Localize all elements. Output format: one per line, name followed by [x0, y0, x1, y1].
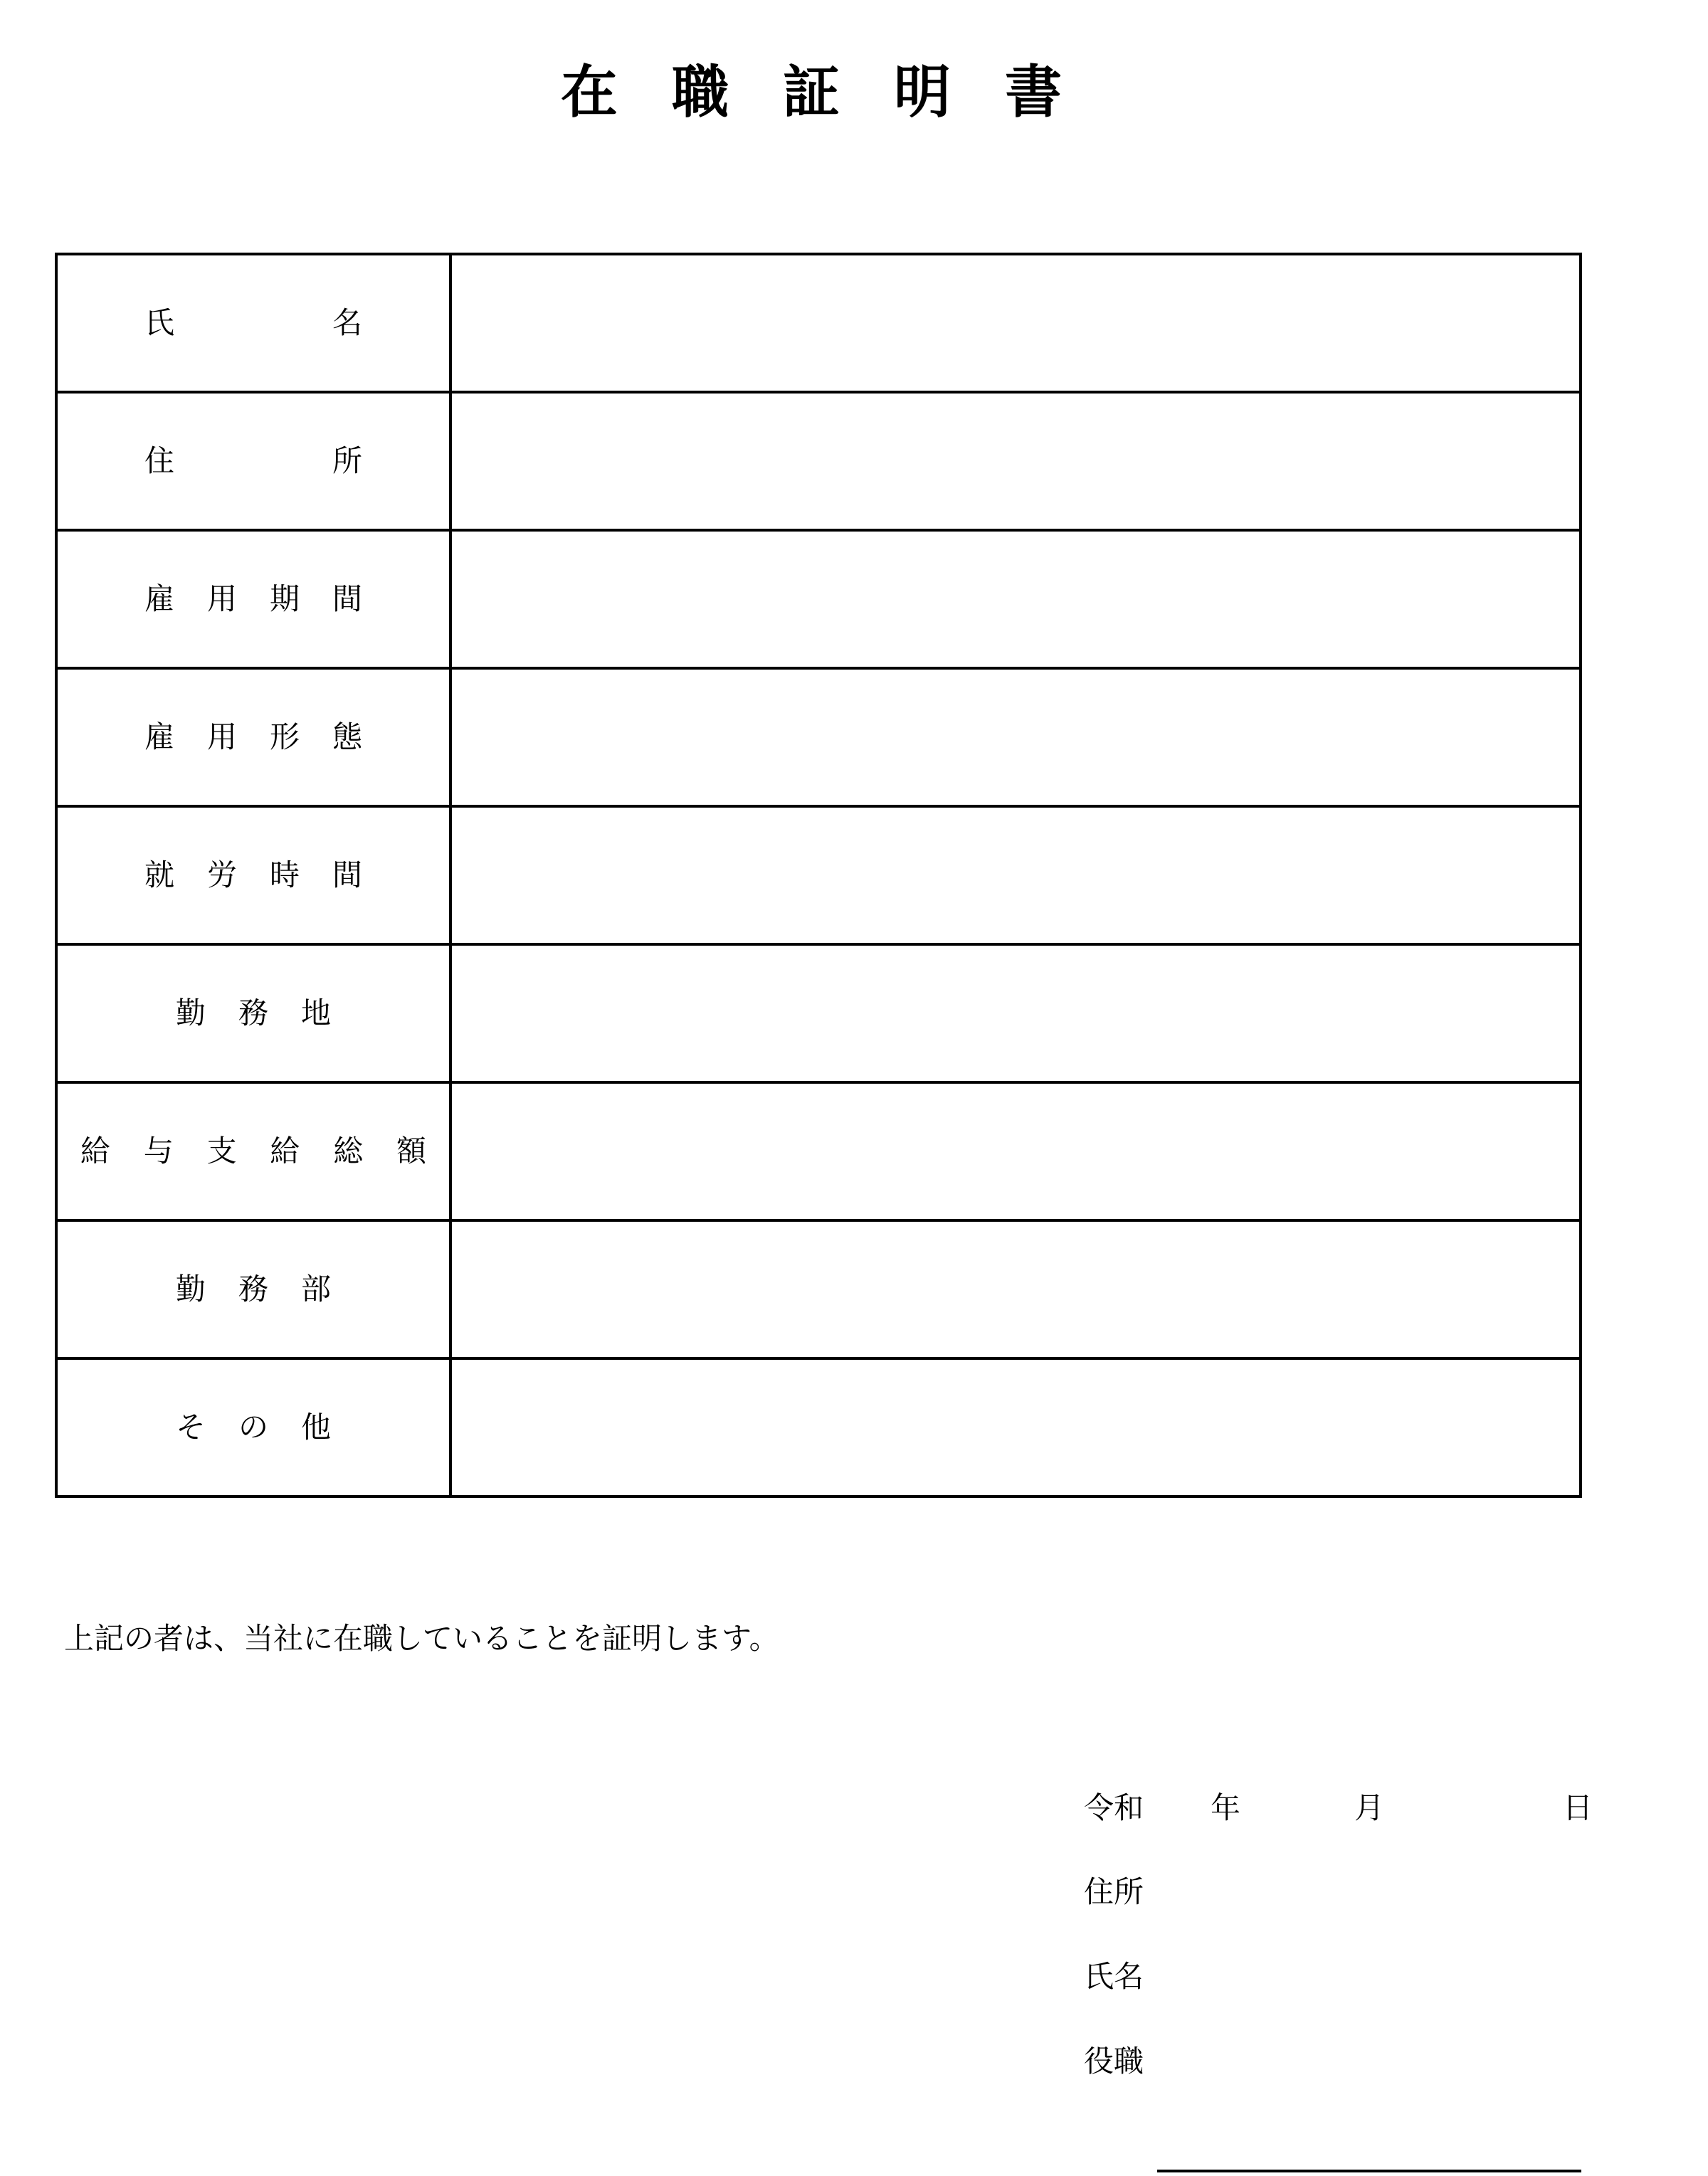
value-cell-address[interactable]	[450, 392, 1581, 530]
row-working-hours	[56, 806, 1581, 944]
value-cell-work-location[interactable]	[450, 944, 1581, 1082]
label-employment-period: 雇 用 期 間	[144, 581, 362, 616]
label-working-hours: 就 労 時 間	[144, 857, 362, 892]
row-other	[56, 1358, 1581, 1496]
certification-statement: 上記の者は、当社に在職していることを証明します。	[64, 1621, 779, 1656]
value-cell-employment-period[interactable]	[450, 530, 1581, 668]
value-cell-working-hours[interactable]	[450, 806, 1581, 944]
row-total-salary	[56, 1082, 1581, 1220]
value-cell-name[interactable]	[450, 254, 1581, 392]
label-cell	[56, 668, 450, 806]
title-char: 職	[672, 59, 729, 125]
label-cell	[56, 530, 450, 668]
title-char: 証	[783, 59, 840, 125]
issuer-address-label: 住所	[1084, 1874, 1144, 1909]
signature-line	[1157, 2170, 1581, 2172]
title-char: 書	[1005, 59, 1062, 125]
label-total-salary: 給 与 支 給 総 額	[80, 1134, 426, 1168]
label-cell	[56, 1082, 450, 1220]
value-cell-employment-type[interactable]	[450, 668, 1581, 806]
row-employment-period	[56, 530, 1581, 668]
issuer-name-label: 氏名	[1084, 1959, 1144, 1994]
label-address: 住 所	[144, 443, 362, 478]
date-day: 日	[1563, 1790, 1593, 1825]
issuer-position-label: 役職	[1084, 2044, 1144, 2079]
title-char: 在	[561, 59, 618, 125]
label-employment-type: 雇 用 形 態	[144, 719, 362, 754]
label-work-location: 勤 務 地	[176, 995, 331, 1030]
label-other: そ の 他	[176, 1410, 331, 1444]
label-cell	[56, 1358, 450, 1496]
row-name	[56, 254, 1581, 392]
label-cell	[56, 1220, 450, 1358]
row-department	[56, 1220, 1581, 1358]
certificate-form-table	[55, 253, 1582, 1498]
label-cell	[56, 392, 450, 530]
row-work-location	[56, 944, 1581, 1082]
date-era: 令和	[1084, 1790, 1144, 1825]
label-department: 勤 務 部	[176, 1272, 331, 1306]
label-cell	[56, 254, 450, 392]
value-cell-other[interactable]	[450, 1358, 1581, 1496]
value-cell-total-salary[interactable]	[450, 1082, 1581, 1220]
date-month: 月	[1354, 1790, 1385, 1825]
label-cell	[56, 806, 450, 944]
document-title	[0, 59, 1623, 125]
label-name: 氏 名	[144, 305, 362, 340]
title-char: 明	[894, 59, 951, 125]
label-cell	[56, 944, 450, 1082]
row-address	[56, 392, 1581, 530]
date-year: 年	[1211, 1790, 1241, 1825]
value-cell-department[interactable]	[450, 1220, 1581, 1358]
row-employment-type	[56, 668, 1581, 806]
issue-date	[1084, 1790, 1593, 1829]
